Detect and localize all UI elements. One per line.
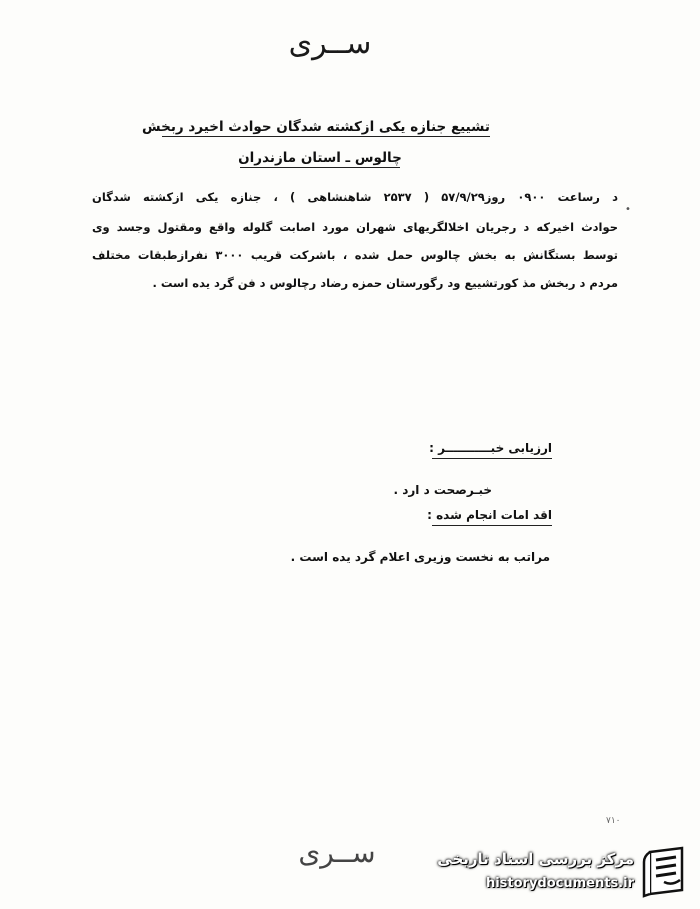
archive-watermark xyxy=(414,842,692,902)
watermark-url: historydocuments.ir xyxy=(485,876,634,891)
actions-value: مراتب به نخست وزیری اعلام گرد یده است . xyxy=(290,550,550,564)
body-line-3: توسط بستگانش به بخش چالوس حمل شده ، باشرکت قریب ۳۰۰۰ نفرازطبقات مختلف xyxy=(92,248,618,262)
subtitle-underline xyxy=(240,167,400,168)
body-line-4: مردم د ربخش مذ کورتشییع ود رگورستان حمزه رضاد رچالوس د فن گرد یده است . xyxy=(152,276,618,290)
actions-label: اقد امات انجام شده : xyxy=(427,508,552,522)
actions-underline xyxy=(432,525,552,526)
evaluation-value: خبـرصحت د ارد . xyxy=(393,483,492,497)
document-subtitle: چالوس ـ استان مازندران xyxy=(238,150,402,166)
margin-mark: • xyxy=(625,204,631,215)
page-number-mark: ٧١٠ xyxy=(606,816,621,826)
classification-top: ســری xyxy=(288,26,372,61)
evaluation-underline xyxy=(432,458,552,459)
body-line-1: د رساعت ۰۹۰۰ روز۵۷/۹/۲۹ ( ۲۵۳۷ شاهنشاهی ) ، جنازه یکی ازکشته شدگان xyxy=(92,190,618,204)
evaluation-label: ارزیابی خبـــــــــــر : xyxy=(429,441,552,455)
classification-bottom: ســری xyxy=(298,836,376,869)
document-title: تشییع جنازه یکی ازکشته شدگان حوادث اخیرد ربخش xyxy=(142,119,490,135)
body-line-2: حوادث اخیرکه د رجریان اخلالگریهای شهران مورد اصابت گلوله واقع ومقتول وجسد وی xyxy=(92,220,618,234)
watermark-title: مرکز بررسی اسناد تاریخی xyxy=(437,850,634,868)
title-underline xyxy=(162,136,490,137)
archive-book-icon xyxy=(642,846,688,898)
